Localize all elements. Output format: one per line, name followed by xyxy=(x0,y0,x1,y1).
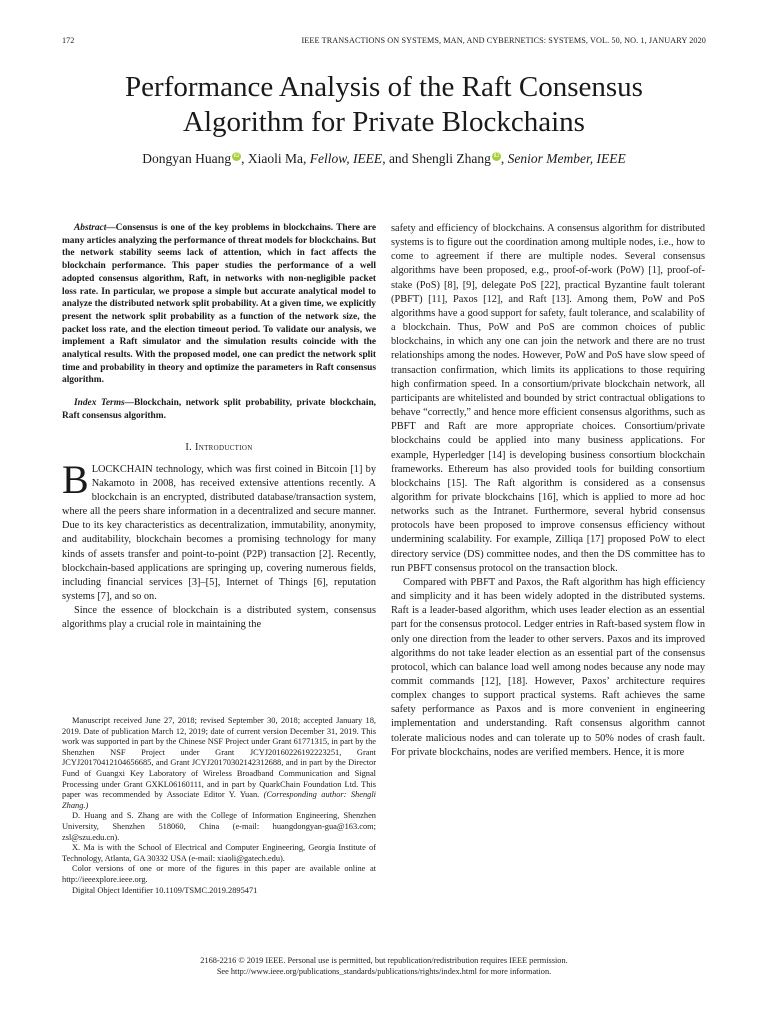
orcid-icon[interactable]: iD xyxy=(493,153,500,159)
drop-cap: B xyxy=(62,456,89,502)
author-separator-3: , xyxy=(500,151,508,166)
title-line-2: Algorithm for Private Blockchains xyxy=(183,106,585,138)
index-terms-lead: Index Terms xyxy=(74,398,125,409)
author-3-title: Senior Member, IEEE xyxy=(507,151,626,166)
section-numeral: I. xyxy=(185,441,195,453)
copyright-footer xyxy=(62,955,706,977)
body-paragraph-2: Compared with PBFT and Paxos, the Raft algorithm has high efficiency and simplicity and it has been widely adopted in the distributed systems. Raft is a leader-based algorithm, which uses leader election as an essential part for the consensus protocol. Ledger entries in Raft-based system flow in only one direction from the leader to other servers. Paxos and its improved algorithms do not take leader election as an essential part of the consensus protocol, which can balance load well among nodes because any node may commit commands [12], [18]. However, Paxos’ architecture requires complex changes to support practical systems. Raft achieves the same safety performance as Paxos and is more convenient in engineering implementation and understanding. Raft consensus algorithm cannot tolerate malicious nodes and can tolerate up to 50% nodes of crash fault. For private blockchains, nodes are verified members. Hence, it is more xyxy=(391,576,705,758)
left-column xyxy=(62,222,376,633)
abstract-text: —Consensus is one of the key problems in blockchains. There are many articles analyzing the performance of threat models for blockchains. But the network stability seems lack of attention, which in fact affects the blockchain performance. This paper studies the performance of a well adopted consensus algorithm, Raft, in networks with non-negligible packet loss rate. In particular, we propose a simple but accurate analytical model to analyze the distributed network split probability. At a given time, we explicitly present the network split probability as a function of the network size, the packet loss rate, and the election timeout period. To validate our analysis, we implement a Raft simulator and the simulation results coincide with the analytical results. With the proposed model, one can predict the network split time and probability in theory and optimize the parameters in Raft consensus algorithm. xyxy=(62,223,376,386)
author-separator-2: , and Shengli Zhang xyxy=(382,151,491,166)
copyright-line: 2168-2216 © 2019 IEEE. Personal use is permitted, but republication/redistribution requires IEEE permission. xyxy=(200,956,568,965)
corresponding-author: (Corresponding author: Shengli Zhang.) xyxy=(62,790,376,810)
paper-title xyxy=(62,70,706,140)
journal-name: IEEE TRANSACTIONS ON SYSTEMS, MAN, AND CYBERNETICS: SYSTEMS, VOL. 50, NO. 1, JANUARY 2020 xyxy=(301,36,706,45)
footnote-color-versions: Color versions of one or more of the figures in this paper are available online at http://ieeexplore.ieee.org. xyxy=(62,864,376,884)
author-2-title: Fellow, IEEE xyxy=(309,151,383,166)
intro-text-1: LOCKCHAIN technology, which was first coined in Bitcoin [1] by Nakamoto in 2008, has received extensive attentions recently. A blockchain is an encrypted, distributed database/transaction system, where all the peers share information in a decentralized and secure manner. Due to its key characteristics as decentralization, immutability, anonymity, and auditability, blockchain becomes a promising technology for many kinds of assets transfer and point-to-point (P2P) transaction [2]. Recently, blockchain-based applications are springing up, covering numerous fields, including financial services [3]–[5], Internet of Things [6], reputation systems [7], and so on. xyxy=(62,463,376,603)
abstract-lead: Abstract xyxy=(74,223,107,233)
page-number: 172 xyxy=(62,36,75,45)
section-title: Introduction xyxy=(194,441,253,453)
section-heading xyxy=(62,441,376,455)
footnote-manuscript-text: Manuscript received June 27, 2018; revised September 30, 2018; accepted January 18, 2019. Date of publication March 12, 2019; date of current version December 31, 2019. This work was supported in part by the Chinese NSF Project under Grant 61771315, in part by the Shenzhen NSF Project under Grant JCYJ20160226192223251, Grant JCYJ20170412104656685, and Grant JCYJ20170302142312688, and in part by the Director Fund of Guangxi Key Laboratory of Wireless Broadband Communication and Signal Processing under Grant GXKL06160111, and in part by QuarkChain Foundation Ltd. This paper was recommended by Associate Editor Y. Yuan. xyxy=(62,716,376,800)
orcid-icon[interactable]: iD xyxy=(233,153,240,159)
author-separator-1: , Xiaoli Ma, xyxy=(241,151,310,166)
body-paragraph-1: safety and efficiency of blockchains. A consensus algorithm for distributed systems is to figure out the coordination among multiple nodes, i.e., how to come to agreement if there are multiple nodes. Several consensus algorithms have been proposed, e.g., proof-of-work (PoW) [1], proof-of-stake (PoS) [8], [9], delegate PoS [22], practical Byzantine fault tolerant (PBFT) [11], Paxos [12], and Raft [13]. Among them, PoW and PoS algorithms have a good support for safety, fault tolerance, and scalability of a blockchain. Thus, PoW and PoS are common choices of public blockchains, in which any one can join the network and there are no trust relationships among the nodes. However, PoW and PoS have slow speed of transaction confirmation, which limits its applications to those requiring high confirmation speed. In a consortium/private blockchain network, all participants are whitelisted and bounded by strict contractual obligations to behave “correctly,” and hence more efficient consensus algorithms, such as PBFT and Raft are more appropriate choices. Consortium/private blockchains could be applied into many business applications. For example, Hyperledger [14] is developing business consortium blockchain frameworks. Ethereum has also provided tools for building consortium blockchains [15]. The Raft algorithm is considered as a consensus algorithm for private blockchains [16], which is applied to more ad hoc networks such as the Intranet. Furthermore, several hybrid consensus protocols have been proposed to improve consensus efficiency without undermining scalability. For example, Zilliqa [17] proposed PoW to elect directory service (DS) committee nodes, and then the DS committee has to run PBFT consensus protocol on the transaction block. xyxy=(391,223,705,574)
footnotes xyxy=(62,716,376,896)
footnote-doi: Digital Object Identifier 10.1109/TSMC.2019.2895471 xyxy=(72,885,258,895)
right-column xyxy=(391,222,705,760)
footnote-affiliation-2: X. Ma is with the School of Electrical and Computer Engineering, Georgia Institute of Technology, Atlanta, GA 30332 USA (e-mail: xiaoli@gatech.edu). xyxy=(62,843,376,863)
index-terms-text: —Blockchain, network split probability, private blockchain, Raft consensus algorithm. xyxy=(62,398,376,421)
abstract xyxy=(62,222,376,387)
intro-paragraph-2: Since the essence of blockchain is a distributed system, consensus algorithms play a crucial role in maintaining the xyxy=(62,605,376,631)
title-line-1: Performance Analysis of the Raft Consensus xyxy=(125,71,643,103)
author-1: Dongyan Huang xyxy=(142,151,232,166)
rights-link-line: See http://www.ieee.org/publications_standards/publications/rights/index.html for more information. xyxy=(216,967,552,976)
intro-paragraph-1 xyxy=(62,456,376,605)
author-list xyxy=(62,150,706,168)
index-terms xyxy=(62,397,376,422)
footnote-manuscript xyxy=(62,716,376,811)
page-header xyxy=(62,36,706,48)
footnote-affiliation-1: D. Huang and S. Zhang are with the College of Information Engineering, Shenzhen University, Shenzhen 518060, China (e-mail: huangdongyan-gua@163.com; zsl@szu.edu.cn). xyxy=(62,811,376,842)
